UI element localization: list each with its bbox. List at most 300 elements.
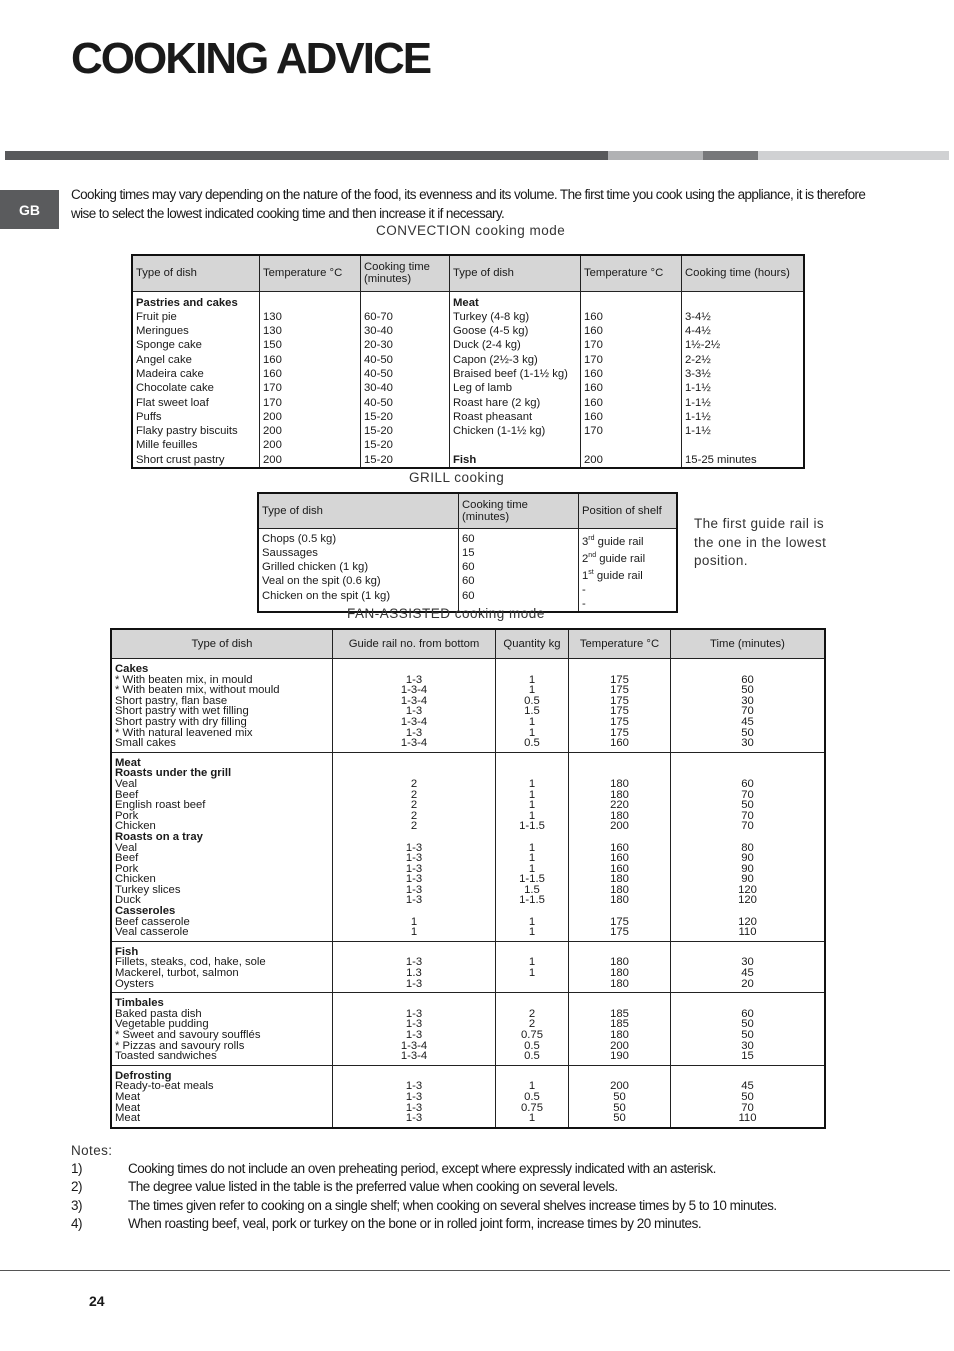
fan-cell-text: 1 [528,715,536,728]
conv-cell-text: 40-50 [364,353,393,366]
fan-temp-cell [569,941,671,992]
fan-cell-text: Beef [115,852,139,865]
intro-text: Cooking times may vary depending on the nature of the food, its evenness and its volume. The first time you cook using the appliance, it is therefore wise to select the lowest indicated cooking time and then increase it if necessary. [71,187,866,221]
fan-rail-cell [333,1065,496,1127]
fan-cell-text: 180 [610,883,629,896]
conv-cell-text: 170 [263,382,282,395]
notes-label: Notes: [71,1143,113,1158]
fan-cell-text [499,979,565,990]
header-bar-mid [608,151,703,160]
fan-cell-text: * With natural leavened mix [115,726,253,739]
fan-cell-text: 0.75 [521,1101,543,1114]
col-header: Type of dish [111,629,333,659]
col-header: Temperature °C [581,255,682,291]
fan-cell-text: 175 [610,705,629,718]
conv-cell-text: 30-40 [364,382,393,395]
shelf-text: guide rail [596,569,643,582]
fan-cell-text: 1 [528,862,536,875]
conv-cell-text: Fruit pie [136,310,177,323]
fan-cell-text: * With beaten mix, in mould [115,673,253,686]
fan-cell-text [336,664,492,675]
fan-cell-text: Pork [115,809,139,822]
fan-cell-text: * Pizzas and savoury rolls [115,1039,245,1052]
fan-section-row [111,659,825,753]
conv-cell-text: 15-20 [364,439,393,452]
fan-cell-text: 0.75 [521,1029,543,1041]
fan-cell-text: 0.5 [524,737,540,750]
fan-cell-text: Duck [115,894,141,907]
conv-right-dish-cell [450,291,581,468]
fan-cell-text: 70 [741,705,754,718]
fan-cell-text: 50 [613,1101,626,1114]
fan-cell-text: 1 [528,926,536,939]
fan-cell-text: 1-3 [405,1112,423,1125]
conv-cell-text: 200 [263,439,282,452]
conv-cell-text: 1½-2½ [685,339,721,352]
fan-cell-text: * Sweet and savoury soufflés [115,1029,261,1041]
shelf-number: 1 [582,569,589,582]
fan-cell-text: 110 [738,926,757,939]
fan-cell-text: 1.5 [524,883,540,896]
fan-cell-text: Meat [115,1090,141,1103]
fan-cell-text: 1-3 [405,1090,423,1103]
note-number: 4) [71,1215,83,1231]
fan-cell-text: 50 [741,1029,754,1041]
fan-temp-cell [569,993,671,1066]
shelf-ordinal: nd [588,551,597,559]
fan-cell-text: 60 [741,1007,754,1020]
grill-shelf [582,532,673,549]
fan-cell-text: 180 [610,788,629,801]
page-number: 24 [89,1293,105,1309]
fan-cell-text: Toasted sandwiches [115,1050,217,1063]
conv-cell-text: Roast hare (2 kg) [453,396,541,409]
conv-cell-text: 160 [584,410,603,423]
conv-cell-text: Roast pheasant [453,410,533,423]
conv-right-temp-cell [581,291,682,468]
fan-cell-text: 1-3 [405,956,423,969]
fan-cell-text: Short pastry with wet filling [115,705,249,718]
conv-cell-text: 200 [263,425,282,438]
conv-cell-text: 20-30 [364,339,393,352]
fan-cell-text: 50 [613,1112,626,1125]
conv-cell-text: 40-50 [364,367,393,380]
fan-section-row [111,993,825,1066]
grill-time: 60 [462,561,475,574]
fan-cell-text: 30 [741,694,754,707]
note-text: The degree value listed in the table is the preferred value when cooking on several levels. [128,1179,618,1195]
fan-cell-text: 200 [610,1039,629,1052]
col-header: Cooking time (hours) [682,255,805,291]
fan-cell-text: 175 [610,726,629,739]
conv-cell-text: 1-1½ [685,396,711,409]
conv-cell-text: 170 [584,353,603,366]
fan-cell-text: 160 [610,852,629,865]
conv-cell-text: Braised beef (1-1½ kg) [453,367,568,380]
fan-qty-cell [496,1065,569,1127]
grill-time: 15 [462,546,475,559]
conv-cell-text: 2-2½ [685,353,711,366]
fan-cell-text: 1-3 [405,841,423,854]
fan-cell-text: 160 [610,841,629,854]
fan-cell-text: 1-3-4 [400,715,428,728]
fan-cell-text: 2 [410,799,418,812]
fan-time-cell [671,941,826,992]
fan-cell-text: 90 [741,873,754,886]
fan-cell-text: 30 [741,956,754,969]
fan-cell-text: 1 [528,956,536,969]
fan-cell-text: 45 [741,967,754,980]
language-tab: GB [0,190,59,229]
fan-cell-text: 0.5 [524,1039,540,1052]
note-text: When roasting beef, veal, pork or turkey on the bone or in rolled joint form, increase times by 20 minutes. [128,1215,702,1231]
fan-cell-text: 120 [738,915,757,928]
grill-shelf-cell [579,528,678,612]
fan-cell-text: 1 [528,673,536,686]
conv-cell-text: Angel cake [136,353,192,366]
fan-cell-text [499,664,565,675]
group-label: Pastries and cakes [136,296,238,309]
fan-cell-text: 120 [738,883,757,896]
fan-cell-text: 180 [610,809,629,822]
fan-cell-text: 120 [738,894,757,907]
conv-cell-text: 1-1½ [685,410,711,423]
conv-cell-text [453,438,577,452]
conv-cell-text: Meringues [136,325,189,338]
conv-cell-text: 160 [584,382,603,395]
fan-cell-text: 1-3 [405,862,423,875]
fan-cell-text: 180 [610,777,629,790]
conv-cell-text: Fish [453,453,477,466]
fan-cell-text: Meat [115,1112,141,1125]
grill-time-cell [459,528,579,612]
fan-cell-text: 1-3 [405,894,423,907]
fan-cell-text: 1.3 [406,967,422,980]
fan-cell-text: 190 [610,1050,629,1063]
fan-name-cell [111,993,333,1066]
fan-cell-text: 20 [741,977,754,990]
fan-cell-text: 2 [410,788,418,801]
fan-cell-text: Vegetable pudding [115,1018,209,1031]
conv-cell-text: 160 [263,367,282,380]
col-header: Cooking time (minutes) [459,493,579,528]
fan-cell-text: 50 [741,1090,754,1103]
fan-rail-cell [333,659,496,753]
fan-cell-text: Short pastry with dry filling [115,715,247,728]
fan-cell-text: Chicken [115,820,156,833]
fan-cell-text: 180 [610,873,629,886]
col-header: Temperature °C [260,255,361,291]
conv-cell-text: Madeira cake [136,367,204,380]
fan-cell-text: Timbales [115,997,164,1010]
fan-cell-text: 1 [528,809,536,822]
fan-cell-text: Chicken [115,873,156,886]
fan-cell-text: 1 [528,1112,536,1125]
fan-time-cell [671,1065,826,1127]
fan-cell-text: 30 [741,737,754,750]
shelf-number: - [582,583,586,596]
col-header: Quantity kg [496,629,569,659]
conv-right-time-cell [682,291,805,468]
fan-cell-text: Beef casserole [115,915,190,928]
fan-cell-text: 1 [528,1080,536,1093]
col-header: Type of dish [450,255,581,291]
conv-cell-text: 1-1½ [685,425,711,438]
fan-cell-text: 50 [613,1090,626,1103]
fan-cell-text: Small cakes [115,737,176,750]
fan-name-cell [111,752,333,941]
fan-cell-text: 185 [610,1007,629,1020]
fan-name-cell [111,659,333,753]
fan-cell-text: Roasts under the grill [115,767,232,780]
shelf-number: - [582,597,586,610]
fan-cell-text: Baked pasta dish [115,1007,202,1020]
fan-cell-text: 15 [741,1050,754,1063]
fan-cell-text: 110 [738,1112,757,1125]
conv-cell-text: 160 [584,310,603,323]
fan-cell-text: 50 [741,799,754,812]
fan-cell-text: Pork [115,862,139,875]
fan-cell-text: Beef [115,788,139,801]
grill-table [257,492,678,613]
conv-cell-text: 40-50 [364,396,393,409]
conv-cell-text: 160 [263,353,282,366]
header-bar-dark-2 [703,151,758,160]
conv-left-time-cell [361,291,450,468]
fan-cell-text: Ready-to-eat meals [115,1080,214,1093]
fan-temp-cell [569,752,671,941]
grill-dish-cell [258,528,459,612]
fan-cell-text: 185 [610,1018,629,1031]
fan-cell-text: 2 [528,1007,536,1020]
fan-cell-text: 1 [528,788,536,801]
fan-cell-text: 70 [741,788,754,801]
fan-time-cell [671,659,826,753]
fan-rail-cell [333,752,496,941]
fan-name-cell [111,941,333,992]
conv-cell-text: 4-4½ [685,325,711,338]
fan-cell-text: 1-3-4 [400,737,428,750]
note-text: The times given refer to cooking on a single shelf; when cooking on several shelves increase times by 5 to 10 minutes. [128,1197,777,1213]
page-title: COOKING ADVICE [71,34,431,83]
col-header: Time (minutes) [671,629,826,659]
fan-cell-text: 1 [410,915,418,928]
fan-cell-text [572,664,667,675]
shelf-number: 2 [582,552,589,565]
fan-cell-text: 175 [610,694,629,707]
fan-cell-text: 1-3-4 [400,684,428,697]
fan-cell-text: Meat [115,1101,141,1114]
fan-cell-text: 2 [410,809,418,822]
fan-cell-text: 1-3 [405,883,423,896]
convection-table [131,254,805,469]
fan-cell-text: 50 [741,684,754,697]
conv-cell-text: Goose (4-5 kg) [453,325,529,338]
fan-cell-text: Cakes [115,663,149,675]
conv-cell-text: 3-3½ [685,367,711,380]
fan-cell-text: 1-3 [405,1029,423,1041]
conv-cell-text: Chicken (1-1½ kg) [453,425,546,438]
fan-cell-text: 1-1.5 [519,894,545,907]
fan-cell-text: Roasts on a tray [115,830,203,843]
conv-cell-text: Puffs [136,410,162,423]
fan-name-cell [111,1065,333,1127]
fan-cell-text: 1-3 [405,705,423,718]
conv-left-temp-cell [260,291,361,468]
fan-temp-cell [569,1065,671,1127]
fan-table [110,628,826,1129]
shelf-ordinal: st [588,568,594,576]
fan-cell-text [572,832,667,843]
col-header: Temperature °C [569,629,671,659]
fan-cell-text: Casseroles [115,905,176,918]
conv-cell-text: 170 [263,396,282,409]
fan-cell-text: 1-3 [405,977,423,990]
fan-cell-text: 45 [741,1080,754,1093]
fan-cell-text: 175 [610,715,629,728]
fan-cell-text: 0.5 [524,694,540,707]
fan-cell-text: 1-1.5 [519,873,545,886]
fan-cell-text: 180 [610,956,629,969]
fan-cell-text: 1-3 [405,673,423,686]
conv-cell-text: Turkey (4-8 kg) [453,310,530,323]
fan-cell-text: 175 [610,926,629,939]
fan-cell-text: 1 [528,777,536,790]
shelf-ordinal: rd [588,534,595,542]
fan-label: FAN-ASSISTED cooking mode [347,606,545,621]
fan-cell-text: Veal [115,841,137,854]
conv-cell-text: 130 [263,325,282,338]
conv-cell-text: 15-25 minutes [685,453,757,466]
fan-section-row [111,752,825,941]
fan-cell-text: 70 [741,820,754,833]
fan-cell-text: 1 [528,726,536,739]
conv-cell-text: 170 [584,339,603,352]
grill-shelf [582,549,673,566]
fan-cell-text: 1-3 [405,1018,423,1031]
conv-cell-text: 200 [263,453,282,466]
conv-cell-text: 160 [584,396,603,409]
col-header: Cooking time (minutes) [361,255,450,291]
fan-cell-text: 70 [741,1101,754,1114]
conv-cell-text: 150 [263,339,282,352]
shelf-text: guide rail [599,552,646,565]
fan-cell-text: 200 [610,820,629,833]
fan-cell-text: 70 [741,809,754,822]
conv-cell-text: Leg of lamb [453,382,513,395]
fan-cell-text: 1 [528,841,536,854]
conv-cell-text: Duck (2-4 kg) [453,339,521,352]
conv-cell-text: 30-40 [364,325,393,338]
fan-cell-text [674,832,821,843]
footer-divider [0,1270,950,1271]
fan-cell-text: 80 [741,841,754,854]
fan-cell-text: 160 [610,737,629,750]
fan-cell-text: Fillets, steaks, cod, hake, sole [115,956,266,969]
fan-cell-text: Turkey slices [115,883,181,896]
fan-cell-text: 1 [410,926,418,939]
fan-cell-text: 175 [610,915,629,928]
fan-cell-text: 1-3-4 [400,1050,428,1063]
conv-left-dish-cell [132,291,260,468]
fan-cell-text: 1 [528,852,536,865]
fan-cell-text: 1-3 [405,1101,423,1114]
grill-dish: Saussages [262,546,318,559]
conv-cell-text: 170 [584,425,603,438]
fan-cell-text: 175 [610,673,629,686]
conv-cell-text: 3-4½ [685,310,711,323]
conv-cell-text: 200 [584,453,603,466]
fan-cell-text: 0.5 [524,1050,540,1063]
fan-cell-text: 1-3 [405,1080,423,1093]
fan-cell-text: 90 [741,852,754,865]
fan-cell-text [674,664,821,675]
fan-qty-cell [496,752,569,941]
note-number: 2) [71,1179,83,1195]
conv-cell-text: Short crust pastry [136,453,225,466]
fan-cell-text: 1-3 [405,1007,423,1020]
conv-cell-text: 160 [584,325,603,338]
conv-cell-text: 15-20 [364,425,393,438]
conv-cell-text: Mille feuilles [136,439,198,452]
fan-cell-text: Mackerel, turbot, salmon [115,967,239,980]
fan-cell-text: 2 [410,820,418,833]
grill-dish: Chicken on the spit (1 kg) [262,589,391,602]
col-header: Type of dish [132,255,260,291]
grill-time: 60 [462,575,475,588]
fan-cell-text: 180 [610,967,629,980]
fan-cell-text: 90 [741,862,754,875]
conv-cell-text: 15-20 [364,453,393,466]
conv-cell-text: Chocolate cake [136,382,214,395]
fan-cell-text: 1-3 [405,726,423,739]
fan-cell-text: 0.5 [524,1090,540,1103]
fan-rail-cell [333,993,496,1066]
conv-cell-text: Sponge cake [136,339,202,352]
fan-cell-text: 1-3 [405,873,423,886]
fan-cell-text: 50 [741,726,754,739]
note-number: 1) [71,1161,83,1176]
conv-cell-text [685,438,800,452]
conv-cell-text: 1-1½ [685,382,711,395]
fan-cell-text: 220 [610,799,629,812]
fan-cell-text: 180 [610,1029,629,1041]
fan-temp-cell [569,659,671,753]
fan-cell-text: 175 [610,684,629,697]
conv-cell-text: 160 [584,367,603,380]
fan-cell-text: 160 [610,862,629,875]
conv-cell-text: 15-20 [364,410,393,423]
fan-rail-cell [333,941,496,992]
grill-shelf [582,583,673,597]
fan-cell-text: Veal [115,777,137,790]
grill-time: 60 [462,589,475,602]
grill-dish: Grilled chicken (1 kg) [262,561,369,574]
fan-cell-text: 2 [410,777,418,790]
col-header: Position of shelf [579,493,678,528]
fan-cell-text: 180 [610,977,629,990]
fan-qty-cell [496,993,569,1066]
fan-cell-text: 1 [528,967,536,980]
conv-cell-text: Capon (2½-3 kg) [453,353,538,366]
fan-cell-text: 1.5 [524,705,540,718]
shelf-text: guide rail [597,535,644,548]
col-header: Type of dish [258,493,459,528]
conv-cell-text: Flaky pastry biscuits [136,425,238,438]
grill-shelf [582,597,673,611]
fan-cell-text: Defrosting [115,1069,172,1082]
col-header: Guide rail no. from bottom [333,629,496,659]
